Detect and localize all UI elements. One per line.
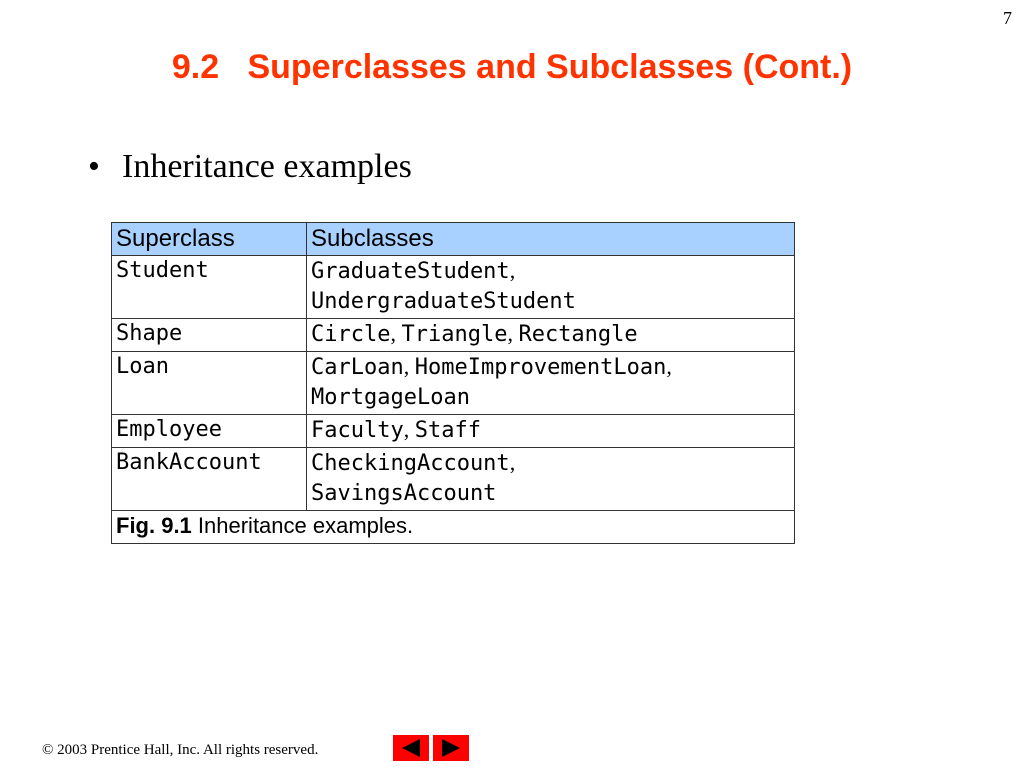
- table-row: [112, 256, 795, 319]
- superclass-cell: Loan: [112, 352, 307, 415]
- copyright-footer: © 2003 Prentice Hall, Inc. All rights reserved.: [42, 742, 319, 758]
- table-row: [112, 415, 795, 448]
- subclass-name: GraduateStudent: [311, 259, 510, 284]
- table-row: [112, 352, 795, 415]
- bullet-text: Inheritance examples: [122, 148, 412, 185]
- subclass-name: CheckingAccount: [311, 451, 510, 476]
- bullet-item: [88, 148, 412, 186]
- subclass-name: SavingsAccount: [311, 481, 497, 506]
- subclass-name: UndergraduateStudent: [311, 289, 576, 314]
- table-header-row: [112, 223, 795, 256]
- table-caption-row: [112, 511, 795, 544]
- header-superclass: Superclass: [112, 223, 307, 256]
- superclass-cell: Employee: [112, 415, 307, 448]
- subclass-name: Circle: [311, 322, 391, 347]
- subclasses-cell: CarLoan, HomeImprovementLoan, MortgageLoan: [307, 352, 795, 415]
- caption-label: Fig. 9.1: [116, 513, 192, 538]
- bullet-dot: •: [88, 148, 100, 185]
- subclasses-cell: GraduateStudent, UndergraduateStudent: [307, 256, 795, 319]
- subclass-name: Faculty: [311, 418, 404, 443]
- header-subclasses: Subclasses: [307, 223, 795, 256]
- table-row: [112, 448, 795, 511]
- previous-slide-button[interactable]: [393, 735, 429, 761]
- subclasses-cell: CheckingAccount, SavingsAccount: [307, 448, 795, 511]
- superclass-cell: Shape: [112, 319, 307, 352]
- slide-title: 9.2 Superclasses and Subclasses (Cont.): [171, 48, 853, 86]
- subclass-name: Rectangle: [518, 322, 638, 347]
- subclasses-cell: Faculty, Staff: [307, 415, 795, 448]
- subclass-name: Triangle: [401, 322, 508, 347]
- subclass-name: HomeImprovementLoan: [414, 355, 667, 380]
- subclass-name: Staff: [414, 418, 481, 443]
- table-row: [112, 319, 795, 352]
- next-slide-button[interactable]: [433, 735, 469, 761]
- caption-text: Inheritance examples.: [191, 513, 414, 538]
- figure-caption: [112, 511, 795, 544]
- inheritance-table: [111, 222, 795, 544]
- subclass-name: MortgageLoan: [311, 385, 470, 410]
- subclasses-cell: Circle, Triangle, Rectangle: [307, 319, 795, 352]
- subclass-name: CarLoan: [311, 355, 404, 380]
- superclass-cell: Student: [112, 256, 307, 319]
- left-arrow-icon: [402, 739, 420, 757]
- right-arrow-icon: [442, 739, 460, 757]
- slide-number: 7: [1003, 8, 1012, 28]
- superclass-cell: BankAccount: [112, 448, 307, 511]
